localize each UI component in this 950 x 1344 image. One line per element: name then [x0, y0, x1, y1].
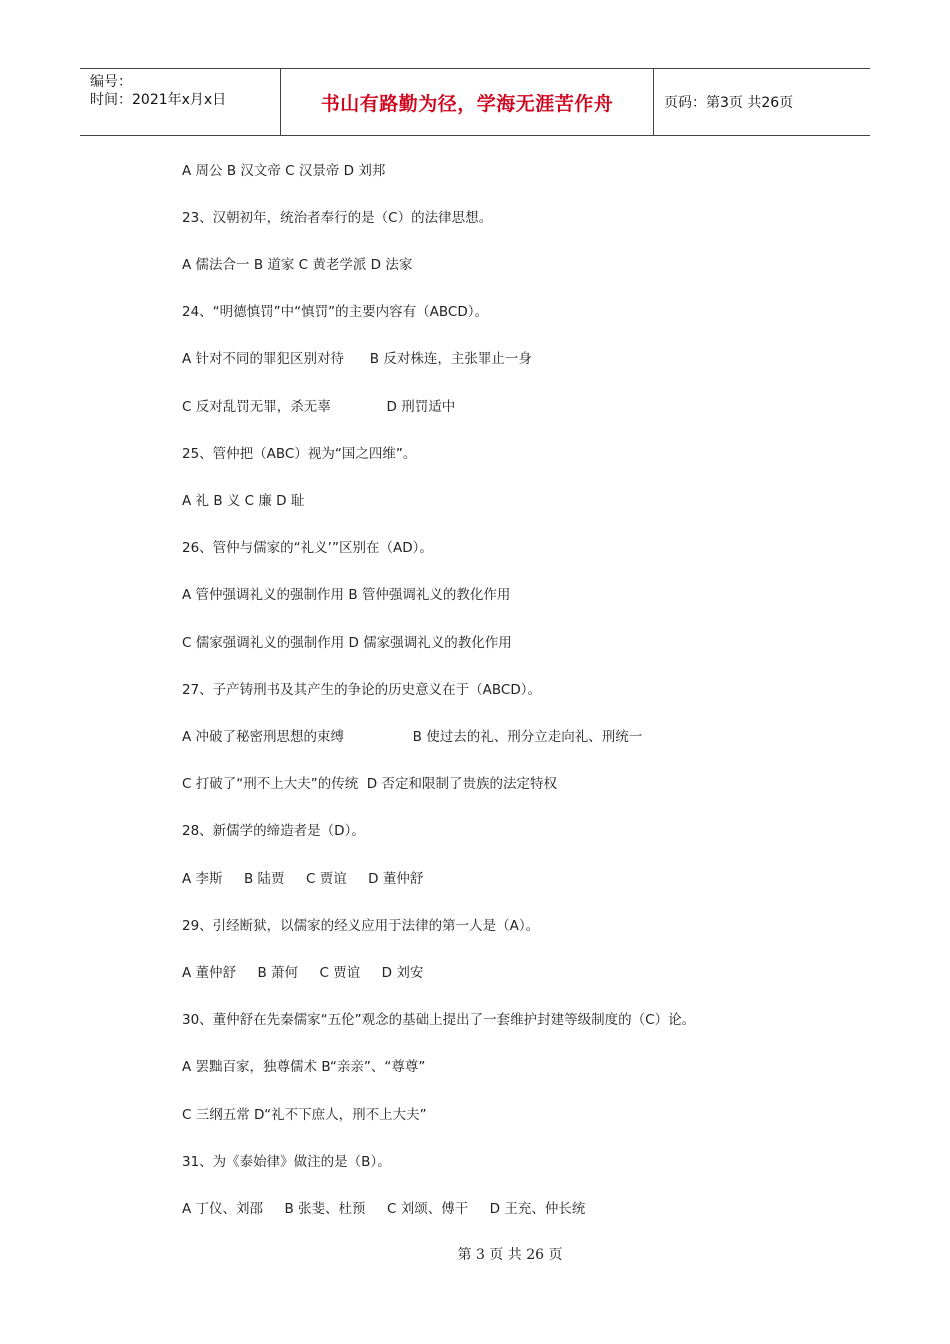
header-page-cell [654, 69, 870, 135]
options-line: C 反对乱罚无罪，杀无辜 D 刑罚适中 [182, 399, 456, 415]
question-line: 27、子产铸刑书及其产生的争论的历史意义在于（ABCD）。 [182, 682, 542, 698]
options-line: A 礼 B 义 C 廉 D 耻 [182, 493, 305, 509]
question-line: 31、为《泰始律》做注的是（B）。 [182, 1154, 391, 1170]
question-line: 29、引经断狱，以儒家的经义应用于法律的第一人是（A）。 [182, 918, 540, 934]
options-line: C 打破了“刑不上大夫”的传统 D 否定和限制了贵族的法定特权 [182, 776, 557, 792]
header-motto-cell [281, 69, 654, 135]
header-table [80, 68, 870, 136]
options-line: A 儒法合一 B 道家 C 黄老学派 D 法家 [182, 257, 413, 273]
options-line: A 管仲强调礼义的强制作用 B 管仲强调礼义的教化作用 [182, 587, 511, 603]
question-line: 23、汉朝初年，统治者奉行的是（C）的法律思想。 [182, 210, 493, 226]
question-line: 26、管仲与儒家的“礼义’”区别在（AD）。 [182, 540, 433, 556]
options-line: C 三纲五常 D“礼不下庶人，刑不上大夫” [182, 1107, 427, 1123]
date-label: 时间：2021年x月x日 [90, 92, 227, 108]
options-line: A 丁仪、刘邵 B 张斐、杜预 C 刘颂、傅干 D 王充、仲长统 [182, 1201, 586, 1217]
page-footer [0, 1244, 950, 1264]
question-line: 30、董仲舒在先秦儒家“五伦”观念的基础上提出了一套维护封建等级制度的（C）论。 [182, 1012, 696, 1028]
options-line: A 李斯 B 陆贾 C 贾谊 D 董仲舒 [182, 871, 424, 887]
header-left-cell [80, 69, 281, 135]
question-line: 24、“明德慎罚”中“慎罚”的主要内容有（ABCD）。 [182, 304, 488, 320]
options-line: C 儒家强调礼义的强制作用 D 儒家强调礼义的教化作用 [182, 635, 512, 651]
question-line: 25、管仲把（ABC）视为“国之四维”。 [182, 446, 417, 462]
question-line: 28、新儒学的缔造者是（D）。 [182, 823, 365, 839]
options-line: A 针对不同的罪犯区别对待 B 反对株连，主张罪止一身 [182, 351, 532, 367]
options-line: A 董仲舒 B 萧何 C 贾谊 D 刘安 [182, 965, 424, 981]
options-line: A 罢黜百家，独尊儒术 B“亲亲”、“尊尊” [182, 1059, 426, 1075]
options-line: A 冲破了秘密刑思想的束缚 B 使过去的礼、刑分立走向礼、刑统一 [182, 729, 643, 745]
text-line: A 周公 B 汉文帝 C 汉景帝 D 刘邦 [182, 163, 386, 179]
footer-page-number: 第 3 页 共 26 页 [457, 1247, 563, 1263]
serial-number-label: 编号： [90, 74, 132, 90]
page-info: 页码：第3页 共26页 [664, 95, 794, 111]
motto-text: 书山有路勤为径，学海无涯苦作舟 [320, 92, 614, 115]
